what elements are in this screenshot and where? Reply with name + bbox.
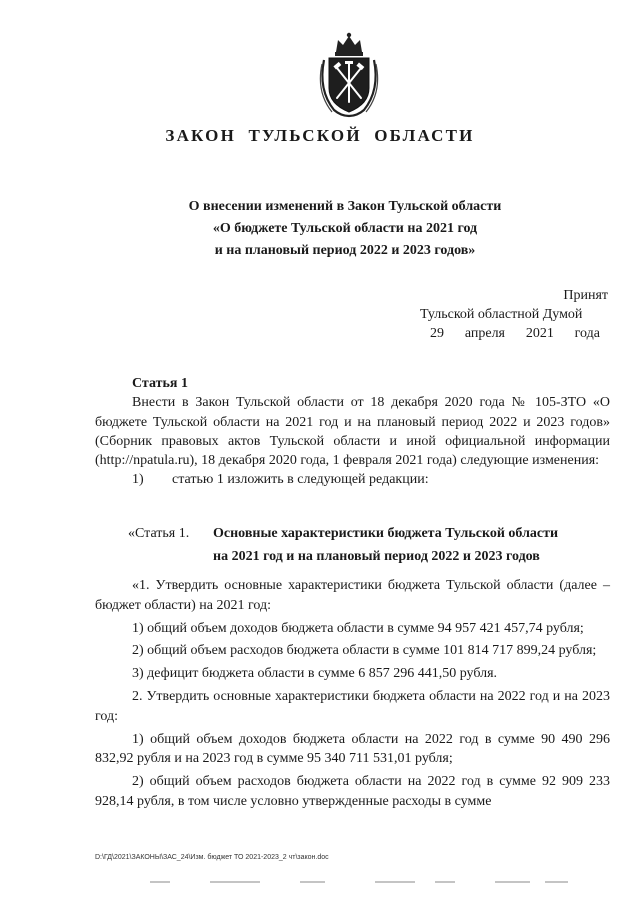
new-article-body <box>95 576 610 815</box>
new-article-label: «Статья 1. <box>128 526 190 541</box>
paragraph: «1. Утвердить основные характеристики бюджета Тульской области (далее – бюджет области) на 2021 год: <box>95 578 610 613</box>
article-1 <box>95 374 610 490</box>
tula-coat-of-arms-icon <box>316 30 382 118</box>
paragraph: 1) общий объем доходов бюджета области на 2022 год в сумме 90 490 296 832,92 рубля и на 2023 год в сумме 95 340 711 531,01 рубля; <box>95 731 610 767</box>
adoption-year-word: года <box>574 326 600 341</box>
adoption-month: апреля <box>464 326 505 341</box>
article-heading: Статья 1 <box>132 376 188 391</box>
paragraph: 1) общий объем доходов бюджета области в сумме 94 957 421 457,74 рубля; <box>132 620 584 636</box>
article-intro: Внести в Закон Тульской области от 18 декабря 2020 года № 105-ЗТО «О бюджете Тульской области на 2021 год и на плановый период 2022 и 2023 годов» (Сборник правовых актов Тульской области и иной официальной информации (http://npatula.ru), 18 декабря 2020 года, 1 февраля 2021 года) следующие изменения: <box>95 395 610 469</box>
subject-line: О внесении изменений в Закон Тульской области <box>188 199 502 214</box>
new-article-title <box>128 522 628 568</box>
adopted-by: Тульской областной Думой <box>420 307 583 322</box>
adoption-date <box>420 324 610 343</box>
paragraph: 2. Утвердить основные характеристики бюджета области на 2022 год и на 2023 год: <box>95 688 610 724</box>
page-bottom-marks <box>150 880 570 884</box>
adopted-label: Принят <box>563 288 608 303</box>
paragraph: 2) общий объем расходов бюджета области в сумме 101 814 717 899,24 рубля; <box>132 643 597 659</box>
adoption-day: 29 <box>430 326 444 341</box>
file-path-footer: D:\ГД\2021\ЗАКОНЫ\ЗАС_24\Изм. бюджет ТО 2021-2023_2 чт\закон.doc <box>95 854 329 861</box>
item-number: 1) <box>132 472 144 488</box>
paragraph: 3) дефицит бюджета области в сумме 6 857 296 441,50 рубля. <box>132 666 498 682</box>
adoption-year: 2021 <box>525 326 554 341</box>
subject-line: и на плановый период 2022 и 2023 годов» <box>214 243 476 258</box>
new-article-title-line: Основные характеристики бюджета Тульской области <box>213 526 559 541</box>
subject-line: «О бюджете Тульской области на 2021 год <box>212 221 478 236</box>
law-subject <box>150 196 540 262</box>
law-title: ЗАКОН ТУЛЬСКОЙ ОБЛАСТИ <box>165 126 475 145</box>
adoption-block <box>420 286 610 343</box>
new-article-title-line: на 2021 год и на плановый период 2022 и 2023 годов <box>213 549 540 564</box>
article-item <box>95 470 610 489</box>
paragraph: 2) общий объем расходов бюджета области на 2022 год в сумме 92 909 233 928,14 рубля, в том числе условно утвержденные расходы в сумме <box>95 774 610 809</box>
item-text: статью 1 изложить в следующей редакции: <box>172 472 429 488</box>
